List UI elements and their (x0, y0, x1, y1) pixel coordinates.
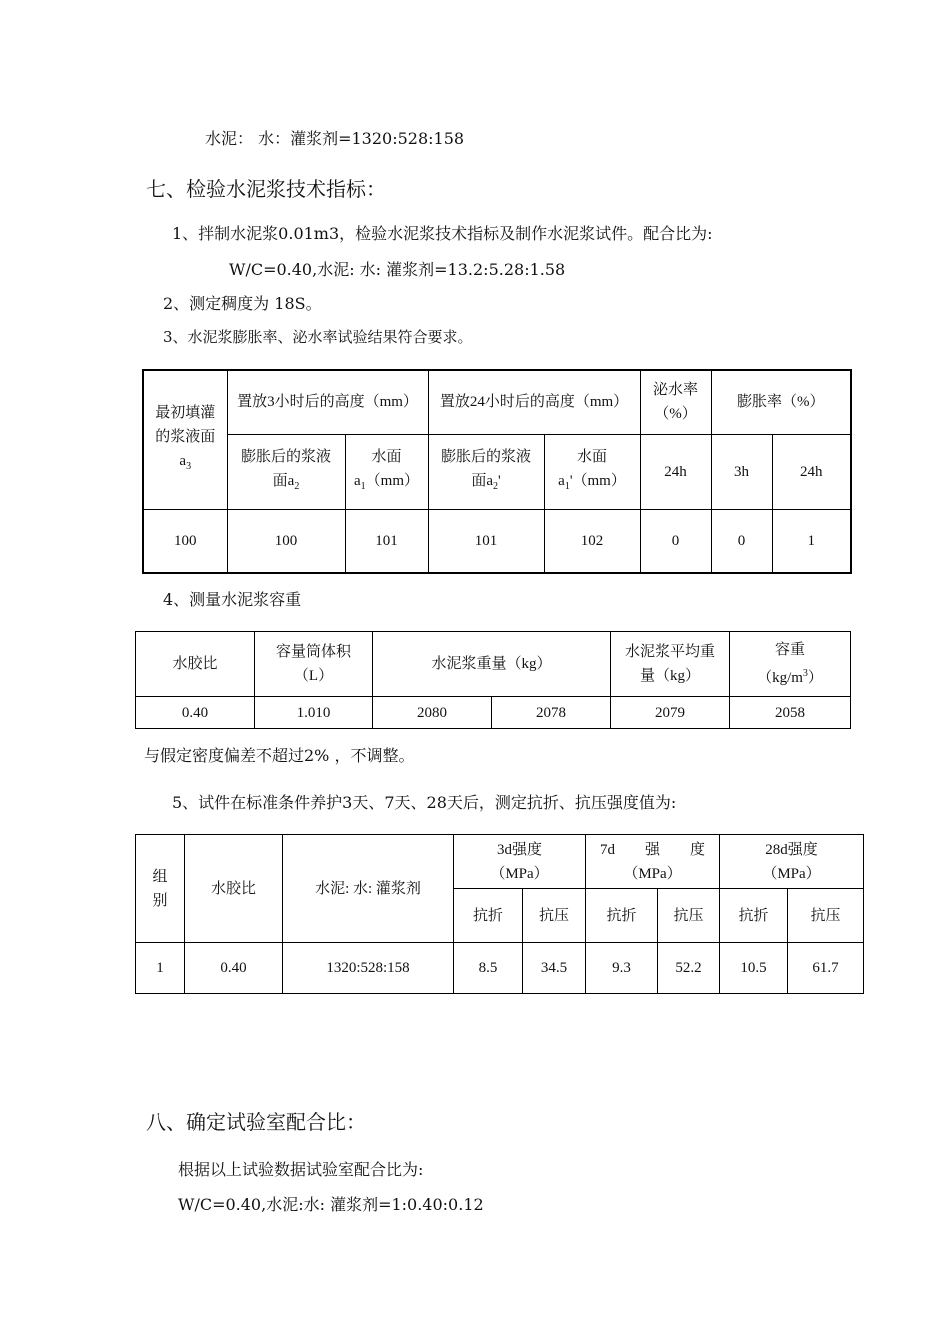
table-cell: 0 (640, 509, 711, 573)
table-cell: 10.5 (720, 943, 788, 994)
strength-table (135, 834, 864, 994)
table-cell: 0.40 (136, 697, 255, 729)
header-expand-24h: 24h (772, 434, 851, 509)
header-flexural: 抗折 (454, 889, 523, 943)
table-cell: 2058 (730, 697, 851, 729)
header-28d-strength: 28d强度（MPa） (720, 835, 864, 889)
header-bleeding-rate: 泌水率（%） (640, 370, 711, 434)
header-a2: 膨胀后的浆液面$a_2$ (227, 434, 345, 509)
item2-text: 2、测定稠度为 18S。 (163, 294, 322, 313)
table-cell: 8.5 (454, 943, 523, 994)
table-cell: 0.40 (185, 943, 283, 994)
density-table (135, 631, 851, 729)
table-cell: 2079 (611, 697, 730, 729)
density-note: 与假定密度偏差不超过2% ，不调整。 (144, 746, 415, 765)
header-weight: 水泥浆重量（kg） (373, 632, 611, 697)
header-flexural: 抗折 (720, 889, 788, 943)
header-a1: 水面 $a_1(mm)$ (345, 434, 428, 509)
table-cell: 1 (136, 943, 185, 994)
table-cell: 100 (227, 509, 345, 573)
table-cell: 101 (345, 509, 428, 573)
header-3d-strength: 3d强度（MPa） (454, 835, 586, 889)
section7-heading: 七、检验水泥浆技术指标： (146, 177, 386, 201)
table-cell: 101 (428, 509, 544, 573)
table-cell: 2078 (492, 697, 611, 729)
header-density: 容重 $(kg/m^3)$ (730, 632, 851, 697)
table-cell: 52.2 (658, 943, 720, 994)
table-cell: 34.5 (523, 943, 586, 994)
header-water-binder: 水胶比 (185, 835, 283, 943)
item3-text: 3、水泥浆膨胀率、泌水率试验结果符合要求。 (163, 328, 473, 346)
expansion-table (142, 369, 852, 574)
header-expand-3h: 3h (711, 434, 772, 509)
section8-line1: 根据以上试验数据试验室配合比为: (178, 1160, 424, 1179)
header-avg-weight: 水泥浆平均重量（kg） (611, 632, 730, 697)
header-compressive: 抗压 (788, 889, 864, 943)
header-group: 组别 (136, 835, 185, 943)
item5-text: 5、试件在标准条件养护3天、7天、28天后，测定抗折、抗压强度值为: (172, 793, 677, 812)
header-a1-prime: 水面 $a_1'(mm)$ (544, 434, 640, 509)
header-mix-ratio: 水泥: 水: 灌浆剂 (283, 835, 454, 943)
table-cell: 1.010 (255, 697, 373, 729)
header-compressive: 抗压 (658, 889, 720, 943)
header-water-binder: 水胶比 (136, 632, 255, 697)
header-compressive: 抗压 (523, 889, 586, 943)
intro-ratio-line: 水泥： 水：灌浆剂=1320:528:158 (205, 129, 465, 148)
section8-line2: W/C=0.40,水泥:水: 灌浆剂=1:0.40:0.12 (178, 1195, 484, 1214)
item1-text: 1、拌制水泥浆0.01m3，检验水泥浆技术指标及制作水泥浆试件。配合比为: (172, 224, 713, 243)
header-24h-height: 置放24小时后的高度（mm） (428, 370, 640, 434)
header-volume: 容量筒体积（L） (255, 632, 373, 697)
header-a2-prime: 膨胀后的浆液面$a_2'$ (428, 434, 544, 509)
table-cell: 102 (544, 509, 640, 573)
header-initial-level: 最初填灌的浆液面$a_3$ (143, 370, 227, 509)
table-cell: 61.7 (788, 943, 864, 994)
table-cell: 0 (711, 509, 772, 573)
header-expansion-rate: 膨胀率（%） (711, 370, 851, 434)
item1-ratio: W/C=0.40,水泥: 水: 灌浆剂=13.2:5.28:1.58 (229, 260, 566, 279)
header-7d-strength: 7d 强 度（MPa） (586, 835, 720, 889)
header-bleed-24h: 24h (640, 434, 711, 509)
table-cell: 100 (143, 509, 227, 573)
table-cell: 1 (772, 509, 851, 573)
item4-text: 4、测量水泥浆容重 (163, 590, 302, 609)
table-cell: 9.3 (586, 943, 658, 994)
header-3h-height: 置放3小时后的高度（mm） (227, 370, 428, 434)
section8-heading: 八、确定试验室配合比： (146, 1110, 366, 1134)
table-cell: 1320:528:158 (283, 943, 454, 994)
table-cell: 2080 (373, 697, 492, 729)
header-flexural: 抗折 (586, 889, 658, 943)
